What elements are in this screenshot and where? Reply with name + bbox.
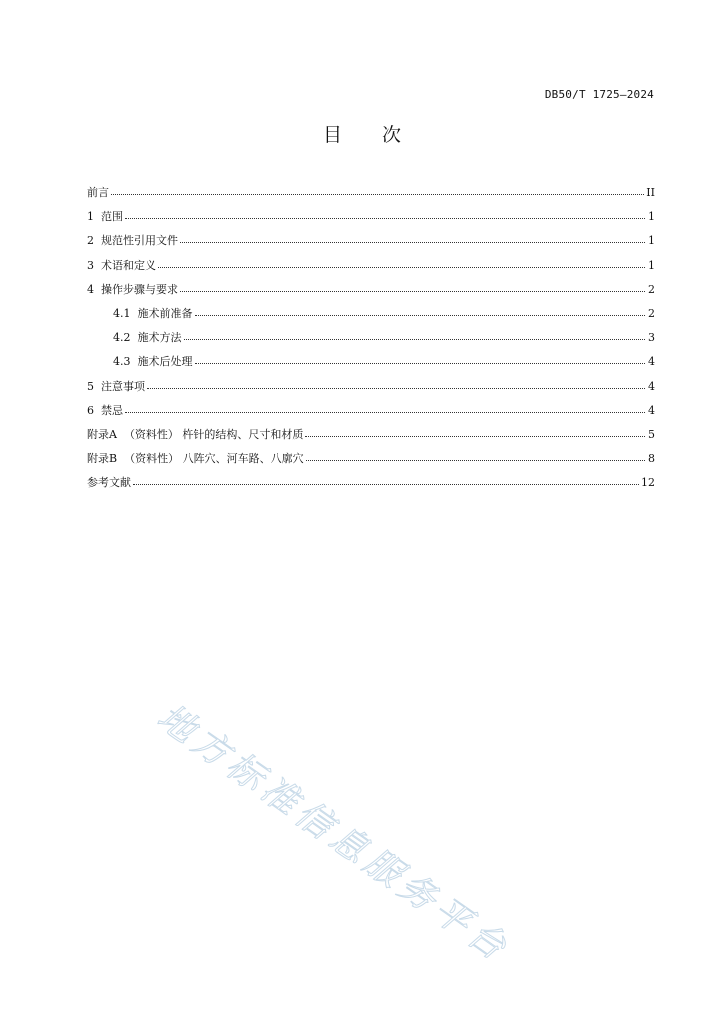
toc-entry[interactable]: [87, 428, 655, 452]
toc-entry-number: 4.2: [113, 331, 138, 345]
dot-leader: [147, 380, 645, 390]
dot-leader: [133, 476, 639, 486]
toc-entry[interactable]: [87, 355, 655, 379]
dot-leader: [180, 234, 645, 244]
toc-entry[interactable]: [87, 331, 655, 355]
toc-entry[interactable]: [87, 283, 655, 307]
toc-entry[interactable]: [87, 380, 655, 404]
toc-entry-label: 施术方法: [137, 331, 182, 345]
toc-entry-page: 3: [648, 331, 655, 345]
table-of-contents: [87, 186, 655, 500]
dot-leader: [180, 283, 645, 293]
toc-entry[interactable]: [87, 234, 655, 258]
toc-entry-label: 操作步骤与要求: [101, 282, 178, 296]
toc-entry-page: 2: [648, 306, 655, 320]
dot-leader: [125, 210, 645, 220]
toc-title: [0, 120, 724, 147]
dot-leader: [306, 452, 645, 462]
toc-entry[interactable]: [87, 210, 655, 234]
toc-entry[interactable]: [87, 476, 655, 500]
toc-entry-number: 4.3: [113, 355, 138, 369]
dot-leader: [195, 307, 646, 317]
watermark: 地方标准信息服务平台: [149, 696, 518, 972]
toc-entry-number: 2: [87, 234, 101, 248]
standard-code: DB50/T 1725—2024: [544, 88, 654, 101]
dot-leader: [111, 186, 644, 196]
toc-entry-number: 附录A: [87, 427, 124, 441]
toc-entry-number: 附录B: [87, 452, 125, 466]
toc-entry-page: 5: [648, 427, 655, 441]
toc-entry-page: 4: [648, 403, 655, 417]
toc-entry-number: 6: [87, 403, 101, 417]
toc-entry-label: 前言: [87, 186, 109, 199]
toc-title-char-2: 次: [382, 124, 402, 146]
toc-entry-label: 禁忌: [101, 403, 123, 417]
toc-entry-number: 1: [87, 210, 101, 224]
dot-leader: [184, 331, 646, 341]
dot-leader: [195, 355, 646, 365]
toc-entry-number: 4: [87, 282, 101, 296]
toc-entry-label: 规范性引用文件: [101, 234, 178, 248]
toc-entry[interactable]: [87, 259, 655, 283]
toc-entry-page: II: [646, 186, 655, 199]
toc-entry-label: 参考文献: [87, 476, 131, 490]
toc-entry-number: 4.1: [113, 306, 138, 320]
toc-entry-label: （资料性） 八阵穴、河车路、八廓穴: [124, 452, 304, 466]
toc-entry-label: 术语和定义: [101, 258, 156, 272]
toc-entry-page: 12: [641, 476, 655, 490]
toc-entry[interactable]: [87, 186, 655, 210]
dot-leader: [158, 259, 645, 269]
toc-entry-label: 施术前准备: [137, 306, 193, 320]
toc-entry-page: 1: [648, 234, 655, 248]
toc-entry-page: 2: [648, 282, 655, 296]
toc-entry-page: 4: [648, 379, 655, 393]
toc-entry-label: 范围: [101, 210, 123, 224]
toc-entry[interactable]: [87, 452, 655, 476]
toc-title-char-1: 目: [322, 124, 342, 146]
toc-entry-page: 1: [648, 210, 655, 224]
toc-entry-page: 1: [648, 258, 655, 272]
toc-entry-label: 注意事项: [101, 379, 145, 393]
dot-leader: [305, 428, 645, 438]
toc-entry-label: 施术后处理: [137, 355, 193, 369]
toc-entry-number: 3: [87, 258, 101, 272]
toc-entry-page: 8: [648, 452, 655, 466]
toc-entry[interactable]: [87, 307, 655, 331]
dot-leader: [125, 404, 645, 414]
toc-entry-page: 4: [648, 355, 655, 369]
toc-entry-number: 5: [87, 379, 101, 393]
toc-entry[interactable]: [87, 404, 655, 428]
toc-entry-label: （资料性） 杵针的结构、尺寸和材质: [123, 427, 304, 441]
